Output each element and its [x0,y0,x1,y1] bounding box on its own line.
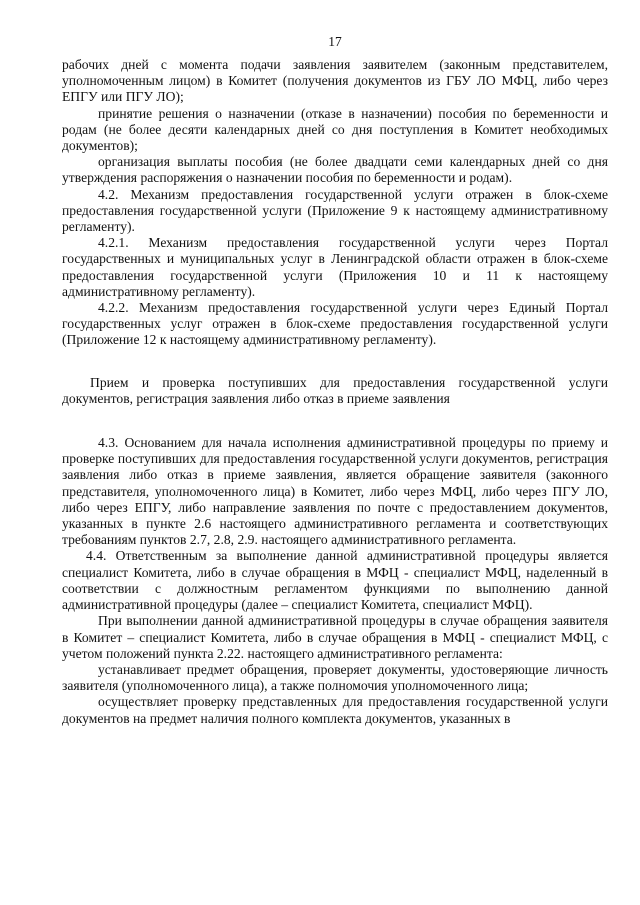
paragraph-4-3: 4.3. Основанием для начала исполнения административной процедуры по приему и проверке поступивших для предоставления государственной услуги документов, регистрация заявления либо отказ в приеме заявления, является обращение заявителя (законного представителя, уполномоченного лица) в Комитет, либо через МФЦ, либо через ПГУ ЛО, либо через ЕПГУ, либо направление заявления по почте с предоставлением документов, указанных в пункте 2.6 настоящего административного регламента и соответствующих требованиям пунктов 2.7, 2.8, 2.9. настоящего административного регламента. [62,435,608,548]
paragraph-4-2-2: 4.2.2. Механизм предоставления государственной услуги через Единый Портал государственных услуг отражен в блок-схеме предоставления государственной услуги (Приложение 12 к настоящему административному регламенту). [62,300,608,348]
section-heading: Прием и проверка поступивших для предоставления государственной услуги документов, регистрация заявления либо отказ в приеме заявления [62,374,608,406]
page-number: 17 [328,34,342,49]
paragraph-4-4: 4.4. Ответственным за выполнение данной административной процедуры является специалист Комитета, либо в случае обращения в МФЦ - специалист МФЦ, наделенный в соответствии с должностным регламентом функциями по выполнению данной административной процедуры (далее – специалист Комитета, специалист МФЦ). [62,548,608,613]
paragraph-verify: осуществляет проверку представленных для предоставления государственной услуги документов на предмет наличия полного комплекта документов, указанных в [62,694,608,726]
paragraph-4-2-1: 4.2.1. Механизм предоставления государственной услуги через Портал государственных и муниципальных услуг в Ленинградской области отражен в блок-схеме предоставления государственной услуги (Приложения 10 и 11 к настоящему административному регламенту). [62,235,608,299]
paragraph-payment: организация выплаты пособия (не более двадцати семи календарных дней со дня утверждения распоряжения о назначении пособия по беременности и родам). [62,154,608,186]
paragraph-procedure: При выполнении данной административной процедуры в случае обращения заявителя в Комитет – специалист Комитета, либо в случае обращения в МФЦ - специалист МФЦ, с учетом положений пункта 2.22. настоящего административного регламента: [62,613,608,661]
paragraph-identify: устанавливает предмет обращения, проверяет документы, удостоверяющие личность заявителя (уполномоченного лица), а также полномочия уполномоченного лица; [62,661,608,694]
paragraph-decision: принятие решения о назначении (отказе в назначении) пособия по беременности и родам (не более десяти календарных дней со дня поступления в Комитет необходимых документов); [62,105,608,154]
paragraph-working-days: рабочих дней с момента подачи заявления заявителем (законным представителем, уполномоченным лицом) в Комитет (получения документов из ГБУ ЛО МФЦ, либо через ЕПГУ или ПГУ ЛО); [62,57,608,105]
paragraph-4-2: 4.2. Механизм предоставления государственной услуги отражен в блок-схеме предоставления государственной услуги (Приложение 9 к настоящему административному регламенту). [62,186,608,235]
